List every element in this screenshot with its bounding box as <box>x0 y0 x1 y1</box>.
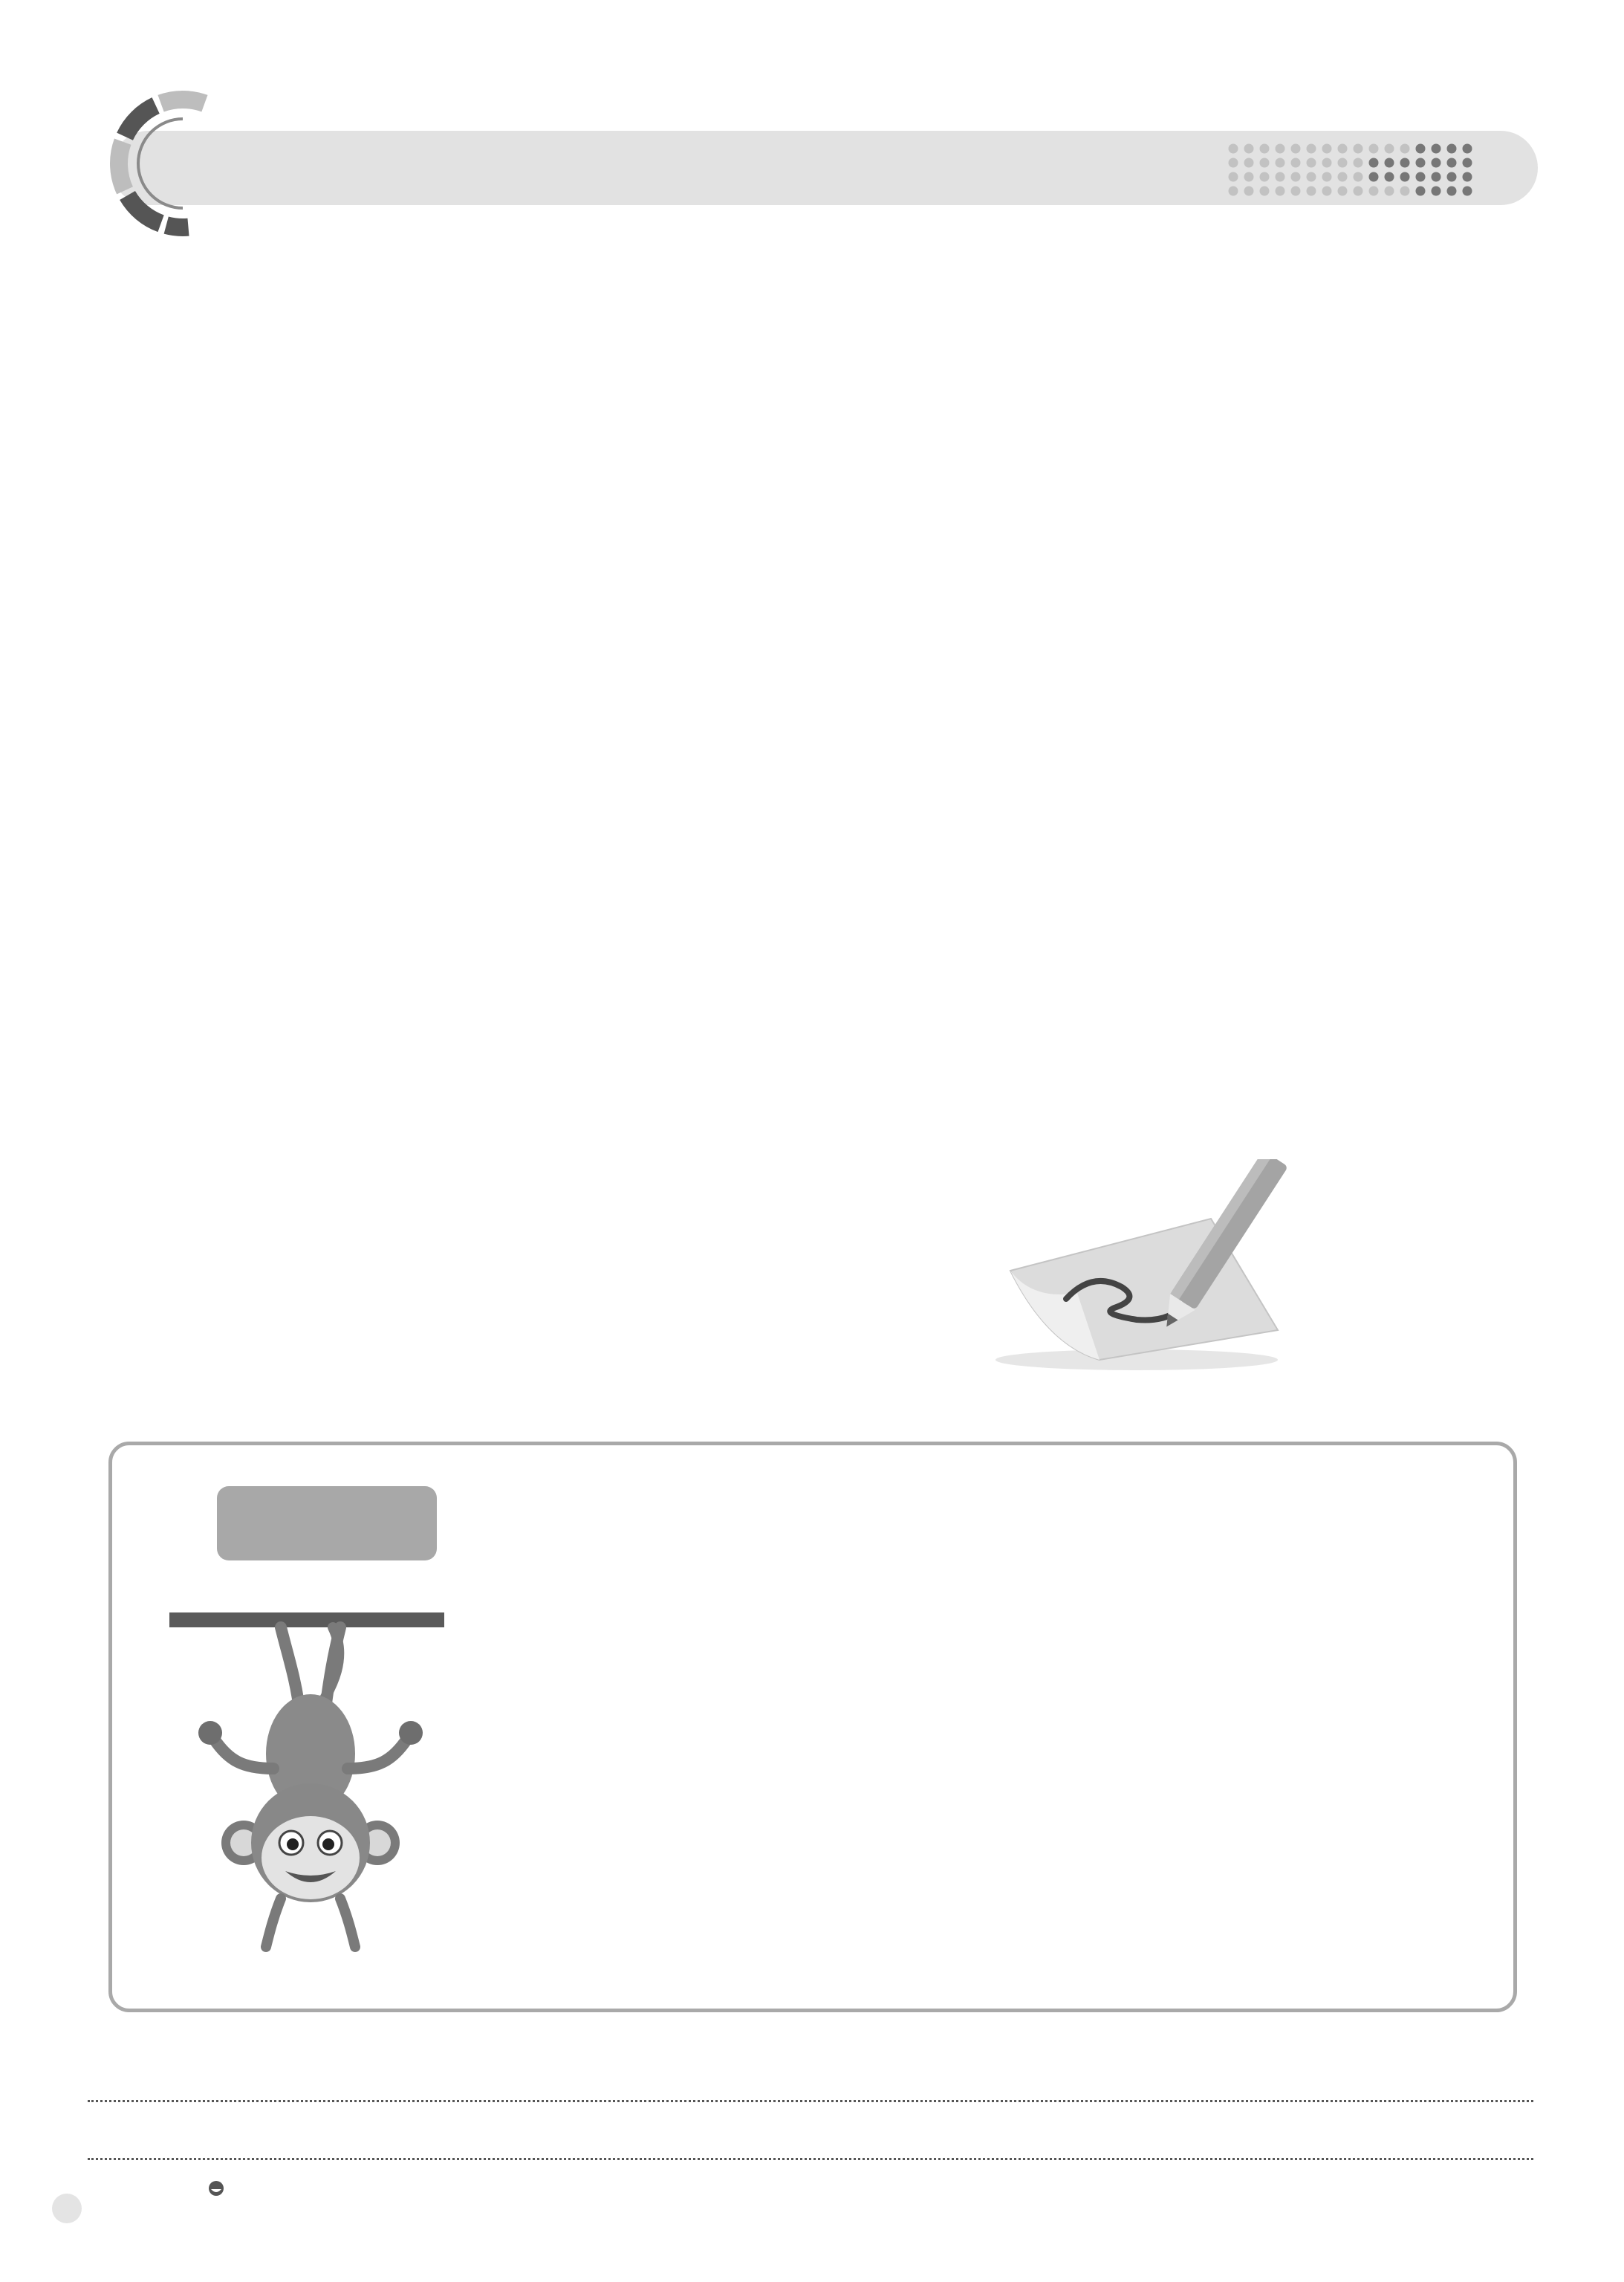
lesson-badge <box>217 1486 437 1560</box>
decorative-dot <box>1229 187 1238 196</box>
decorative-dot <box>1447 172 1457 182</box>
decorative-dot <box>1322 158 1332 168</box>
decorative-dot <box>1291 187 1301 196</box>
decorative-dot <box>1369 187 1379 196</box>
decorative-dot <box>1276 158 1285 168</box>
decorative-dot <box>1385 158 1394 168</box>
decorative-dot <box>1400 172 1410 182</box>
decorative-dot <box>1463 172 1472 182</box>
decorative-dot <box>1369 172 1379 182</box>
ring-segment <box>119 142 125 191</box>
decorative-dot <box>1385 144 1394 154</box>
decorative-dot <box>1276 187 1285 196</box>
decorative-dot <box>1385 187 1394 196</box>
decorative-dot <box>1432 172 1441 182</box>
decorative-dot <box>1244 187 1254 196</box>
decorative-dot <box>1369 158 1379 168</box>
decorative-dot <box>1229 144 1238 154</box>
decorative-dot <box>1260 172 1270 182</box>
decorative-dot <box>1354 144 1363 154</box>
divider-top <box>88 2100 1533 2102</box>
decorative-dot <box>1432 144 1441 154</box>
decorative-dot <box>1260 187 1270 196</box>
decorative-dot <box>1432 187 1441 196</box>
decorative-dot <box>1291 158 1301 168</box>
page-number <box>52 2194 82 2223</box>
header-ring-icon <box>95 74 244 253</box>
decorative-dot <box>1369 144 1379 154</box>
decorative-dot <box>1338 172 1348 182</box>
ring-inner-arc <box>138 119 183 208</box>
decorative-dot <box>1416 144 1426 154</box>
decorative-dot <box>1291 144 1301 154</box>
decorative-dot <box>1463 144 1472 154</box>
decorative-dot <box>1244 172 1254 182</box>
decorative-dot <box>1307 187 1316 196</box>
decorative-dot <box>1322 144 1332 154</box>
decorative-dot <box>1463 158 1472 168</box>
decorative-dot <box>1416 187 1426 196</box>
decorative-dot <box>1354 158 1363 168</box>
decorative-dot <box>1432 158 1441 168</box>
decorative-dot <box>1447 158 1457 168</box>
decorative-dot <box>1244 158 1254 168</box>
decorative-dot <box>1260 158 1270 168</box>
decorative-dot <box>1322 172 1332 182</box>
decorative-dot <box>1291 172 1301 182</box>
lesson-text <box>529 1491 1472 1534</box>
decorative-dot <box>1400 158 1410 168</box>
decorative-dot <box>1463 187 1472 196</box>
pencil-on-paper-icon <box>988 1159 1300 1375</box>
decorative-dot <box>1400 144 1410 154</box>
decorative-dot-grid <box>1226 141 1478 198</box>
magazine-logo-icon <box>207 2180 226 2197</box>
ring-segment <box>166 225 189 227</box>
hanging-monkey-icon <box>169 1598 444 1954</box>
decorative-dot <box>1307 158 1316 168</box>
ring-segment <box>161 100 205 103</box>
decorative-dot <box>1385 172 1394 182</box>
decorative-dot <box>1307 144 1316 154</box>
decorative-dot <box>1338 187 1348 196</box>
divider-bottom <box>88 2158 1533 2160</box>
decorative-dot <box>1416 158 1426 168</box>
decorative-dot <box>1416 172 1426 182</box>
decorative-dot <box>1260 144 1270 154</box>
decorative-dot <box>1354 187 1363 196</box>
decorative-dot <box>1244 144 1254 154</box>
decorative-dot <box>1307 172 1316 182</box>
decorative-dot <box>1338 158 1348 168</box>
decorative-dot <box>1400 187 1410 196</box>
decorative-dot <box>1447 187 1457 196</box>
decorative-dot <box>1276 172 1285 182</box>
decorative-dot <box>1229 158 1238 168</box>
decorative-dot <box>1447 144 1457 154</box>
decorative-dot <box>1322 187 1332 196</box>
decorative-dot <box>1229 172 1238 182</box>
decorative-dot <box>1354 172 1363 182</box>
decorative-dot <box>1338 144 1348 154</box>
decorative-dot <box>1276 144 1285 154</box>
